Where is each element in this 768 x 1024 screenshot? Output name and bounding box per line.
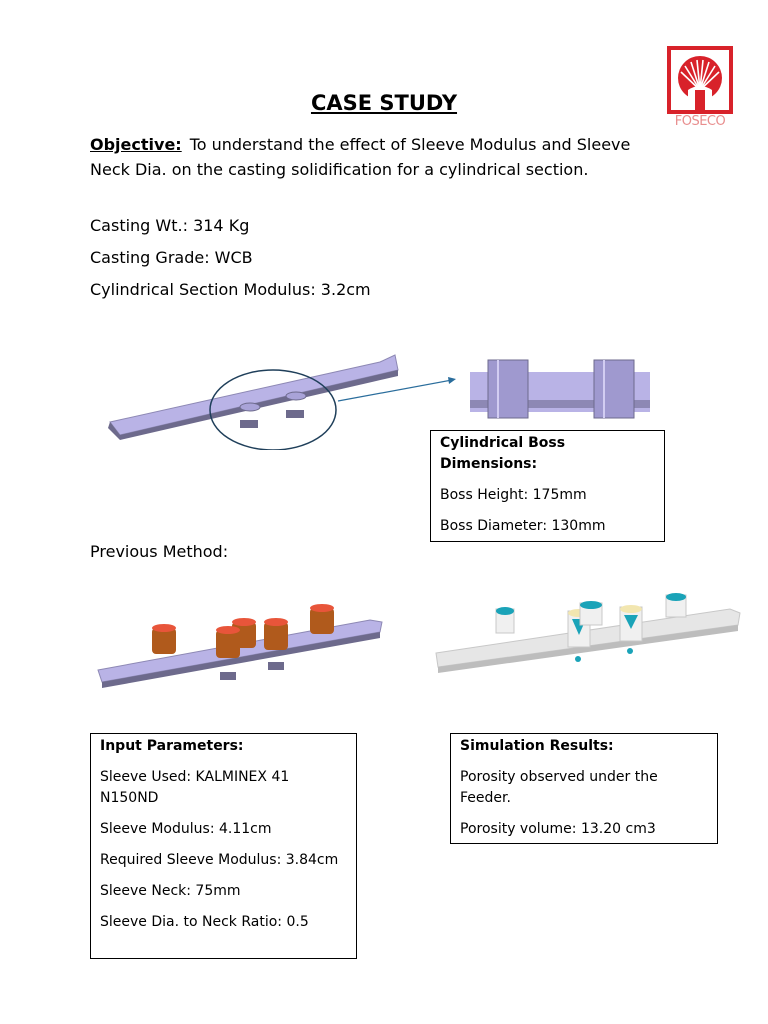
boss-height: Boss Height: 175mm bbox=[440, 487, 587, 503]
logo-text: FOSECO bbox=[674, 114, 726, 129]
simulation-results-box bbox=[450, 733, 718, 844]
previous-method-model-image bbox=[90, 590, 400, 700]
input-item: Sleeve Used: KALMINEX 41 N150ND bbox=[100, 769, 290, 806]
boss-diameter: Boss Diameter: 130mm bbox=[440, 518, 606, 534]
page-title: CASE STUDY bbox=[310, 91, 458, 115]
objective-paragraph bbox=[90, 133, 650, 182]
input-item: Sleeve Neck: 75mm bbox=[100, 883, 241, 899]
input-item: Sleeve Dia. to Neck Ratio: 0.5 bbox=[100, 914, 309, 930]
foseco-logo bbox=[667, 46, 733, 134]
input-parameters-box bbox=[90, 733, 357, 959]
boss-box-heading: Cylindrical Boss Dimensions: bbox=[440, 435, 566, 472]
objective-label: Objective: bbox=[90, 135, 182, 154]
input-box-heading: Input Parameters: bbox=[100, 738, 244, 754]
input-item: Required Sleeve Modulus: 3.84cm bbox=[100, 852, 339, 868]
section-modulus: Cylindrical Section Modulus: 3.2cm bbox=[90, 280, 371, 299]
input-item: Sleeve Modulus: 4.11cm bbox=[100, 821, 272, 837]
logo-mark bbox=[667, 46, 733, 116]
boss-dimensions-box bbox=[430, 430, 665, 542]
previous-method-label: Previous Method: bbox=[90, 542, 229, 561]
result-item: Porosity observed under the Feeder. bbox=[460, 769, 658, 806]
casting-weight: Casting Wt.: 314 Kg bbox=[90, 216, 250, 235]
casting-grade: Casting Grade: WCB bbox=[90, 248, 253, 267]
objective-text: To understand the effect of Sleeve Modulus and Sleeve Neck Dia. on the casting solidification for a cylindrical section. bbox=[90, 135, 631, 179]
result-item: Porosity volume: 13.20 cm3 bbox=[460, 821, 656, 837]
simulation-result-image bbox=[430, 585, 742, 680]
results-box-heading: Simulation Results: bbox=[460, 738, 614, 754]
